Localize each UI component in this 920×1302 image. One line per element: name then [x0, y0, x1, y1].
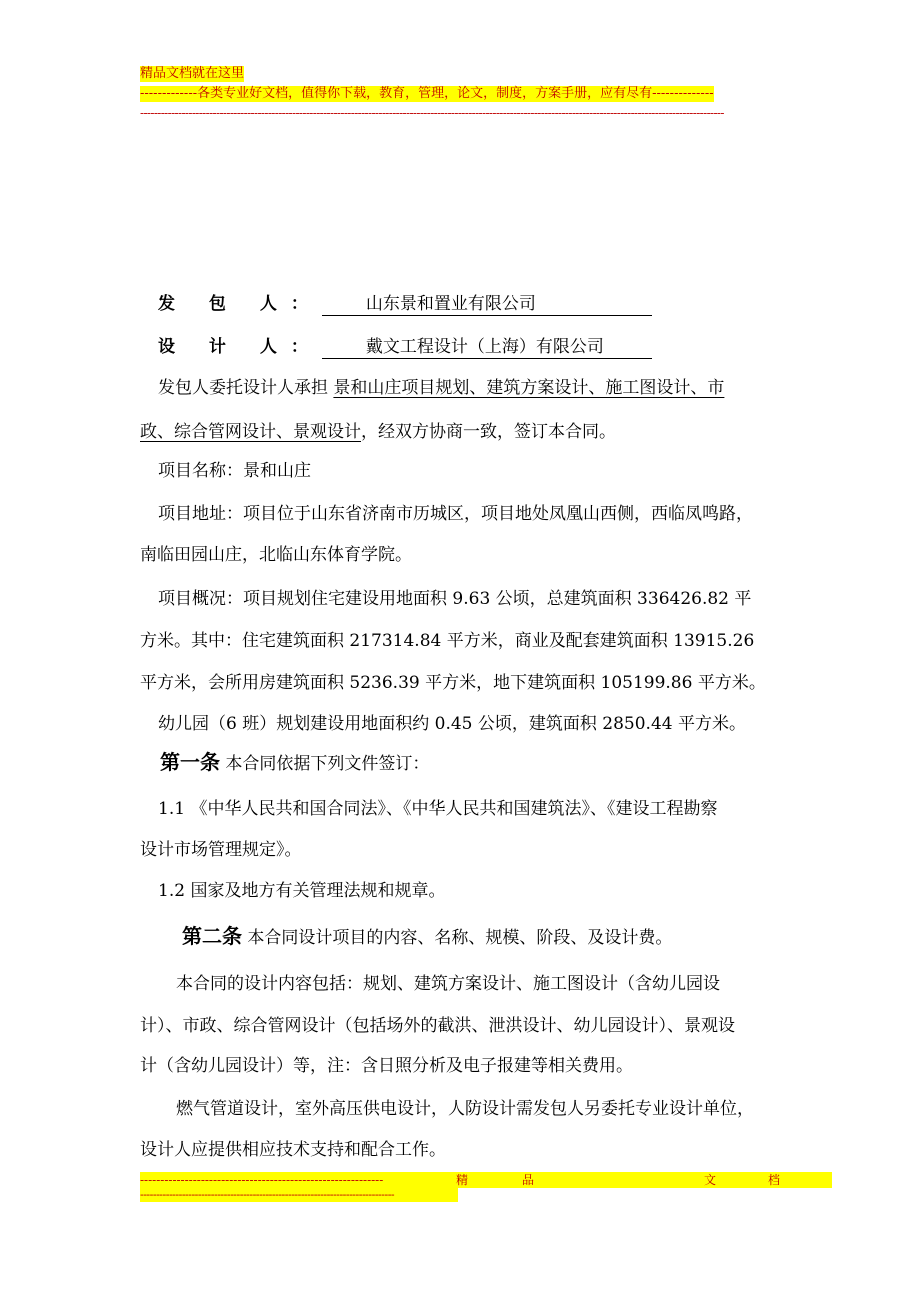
header-banner-tagline: -------------各类专业好文档，值得你下载，教育，管理，论文，制度，方案手册，应有尽有--------------: [140, 86, 714, 101]
project-address-1: 项目地址：项目位于山东省济南市历城区，项目地处凤凰山西侧，西临凤鸣路，: [158, 504, 753, 524]
employer-row: [158, 290, 803, 318]
intro-suffix: ，经双方协商一致，签订本合同。: [361, 422, 616, 442]
intro-prefix: 发包人委托设计人承担: [158, 378, 334, 398]
footer-dashes: ------------------------------------------------------------: [140, 1173, 384, 1187]
article-1-title: 第一条: [160, 750, 220, 774]
designer-row: [158, 333, 803, 361]
intro-line-1: [158, 374, 803, 402]
employer-value: 山东景和置业有限公司: [322, 293, 652, 316]
article-2-content-3: 计（含幼儿园设计）等，注：含日照分析及电子报建等相关费用。: [140, 1056, 633, 1076]
footer-banner: [140, 1172, 832, 1188]
project-overview-1: 项目概况：项目规划住宅建设用地面积 9.63 公顷，总建筑面积 336426.82 平: [158, 589, 752, 609]
article-2-text: 本合同设计项目的内容、名称、规模、阶段、及设计费。: [242, 928, 673, 948]
article-2-content-1: 本合同的设计内容包括：规划、建筑方案设计、施工图设计（含幼儿园设: [176, 974, 720, 994]
article-1-item-1-line-2: 设计市场管理规定》。: [140, 840, 302, 860]
project-name: 项目名称：景和山庄: [158, 461, 311, 481]
designer-value: 戴文工程设计（上海）有限公司: [322, 336, 652, 359]
article-1-item-1-line-1: 1.1 《中华人民共和国合同法》、《中华人民共和国建筑法》、《建设工程勘察: [158, 799, 718, 819]
employer-label: 发 包 人：: [158, 294, 322, 314]
intro-line-2: [140, 418, 785, 446]
article-2-heading: [182, 922, 827, 952]
article-2-gas-1: 燃气管道设计，室外高压供电设计，人防设计需发包人另委托专业设计单位，: [176, 1099, 754, 1119]
article-2-title: 第二条: [182, 924, 242, 948]
footer-char-3: 文: [704, 1173, 717, 1187]
project-overview-2: 方米。其中：住宅建筑面积 217314.84 平方米，商业及配套建筑面积 13915.26: [140, 631, 755, 651]
header-divider: -------------------------------------------------------------------------------------------------------------------------------------------------------------------------: [140, 106, 724, 120]
footer-banner-line-2: -------------------------------------------------------------------------------: [140, 1188, 458, 1202]
article-2-gas-2: 设计人应提供相应技术支持和配合工作。: [140, 1140, 446, 1160]
footer-char-4: 档: [768, 1173, 781, 1187]
intro-scope-2: 政、综合管网设计、景观设计: [140, 422, 361, 442]
project-overview-3: 平方米，会所用房建筑面积 5236.39 平方米，地下建筑面积 105199.86 平方米。: [140, 673, 766, 693]
intro-scope-1: 景和山庄项目规划、建筑方案设计、施工图设计、市: [333, 378, 725, 398]
project-address-2: 南临田园山庄，北临山东体育学院。: [140, 545, 412, 565]
article-1-item-2: 1.2 国家及地方有关管理法规和规章。: [158, 881, 446, 901]
header-banner-title: 精品文档就在这里: [140, 66, 245, 81]
article-1-text: 本合同依据下列文件签订：: [220, 754, 430, 774]
designer-label: 设 计 人：: [158, 337, 322, 357]
article-1-heading: [160, 748, 805, 778]
footer-char-1: 精: [456, 1173, 469, 1187]
article-2-content-2: 计）、市政、综合管网设计（包括场外的截洪、泄洪设计、幼儿园设计）、景观设: [140, 1016, 735, 1036]
footer-char-2: 品: [522, 1173, 535, 1187]
project-kindergarten: 幼儿园（6 班）规划建设用地面积约 0.45 公顷，建筑面积 2850.44 平方米。: [158, 714, 746, 734]
